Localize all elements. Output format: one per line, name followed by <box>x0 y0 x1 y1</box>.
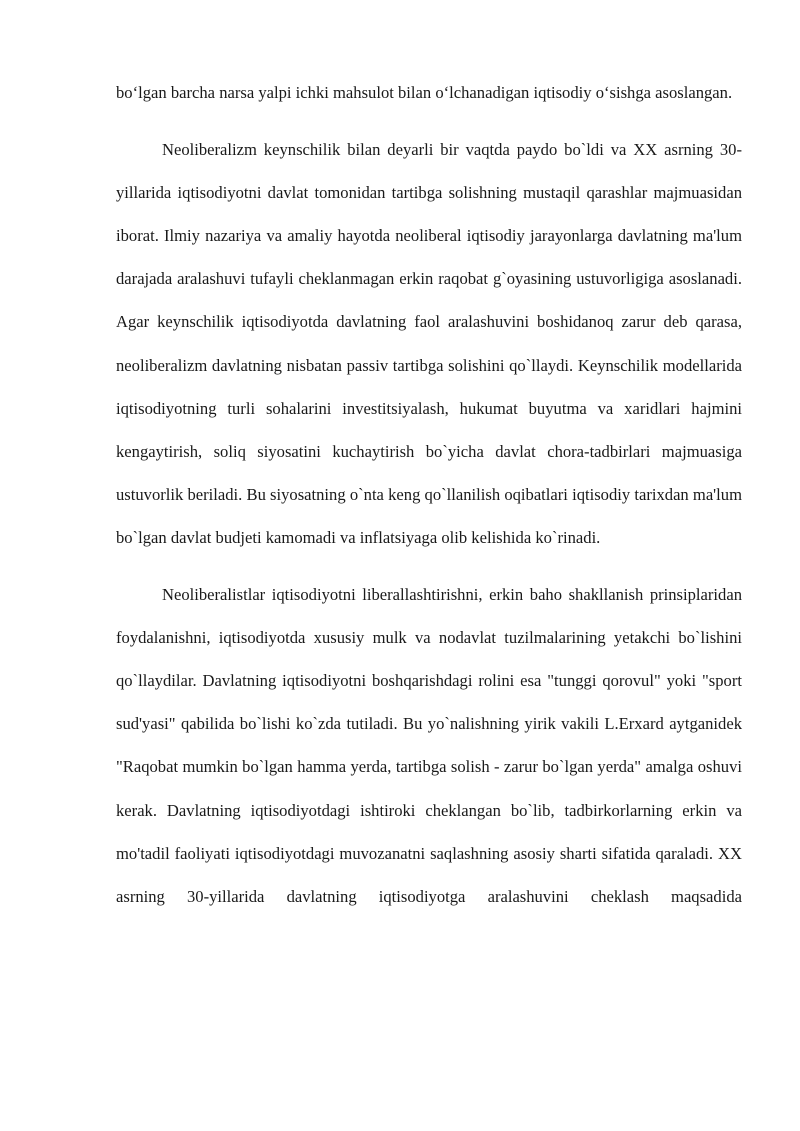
paragraph-neoliberalism-intro: Neoliberalizm keynschilik bilan deyarli bir vaqtda paydo bo`ldi va XX asrning 30- yillarida iqtisodiyotni davlat tomonidan tartibga solishning mustaqil qarashlar majmuasidan iborat. Ilmiy nazariya va amaliy hayotda neoliberal iqtisodiy jarayonlarga davlatning ma'lum darajada aralashuvi tufayli cheklanmagan erkin raqobat g`oyasining ustuvorligiga asoslanadi. Agar keynschilik iqtisodiyotda davlatning faol aralashuvini boshidanoq zarur deb qarasa, neoliberalizm davlatning nisbatan passiv tartibga solishini qo`llaydi. Keynschilik modellarida iqtisodiyotning turli sohalarini investitsiyalash, hukumat buyutma va xaridlari hajmini kengaytirish, soliq siyosatini kuchaytirish bo`yicha davlat chora-tadbirlari majmuasiga ustuvorlik beriladi. Bu siyosatning o`nta keng qo`llanilish oqibatlari iqtisodiy tarixdan ma'lum bo`lgan davlat budjeti kamomadi va inflatsiyaga olib kelishida ko`rinadi. <box>116 140 742 547</box>
body-text <box>116 71 742 918</box>
paragraph-neoliberalists: Neoliberalistlar iqtisodiyotni liberallashtirishni, erkin baho shakllanish prinsiplaridan foydalanishni, iqtisodiyotda xususiy mulk va nodavlat tuzilmalarining yetakchi bo`lishini qo`llaydilar. Davlatning iqtisodiyotni boshqarishdagi rolini esa "tunggi qorovul" yoki "sport sud'yasi" qabilida bo`lishi ko`zda tutiladi. Bu yo`nalishning yirik vakili L.Erxard aytganidek "Raqobat mumkin bo`lgan hamma yerda, tartibga solish - zarur bo`lgan yerda" amalga oshuvi kerak. Davlatning iqtisodiyotdagi ishtiroki cheklangan bo`lib, tadbirkorlarning erkin va mo'tadil faoliyati iqtisodiyotdagi muvozanatni saqlashning asosiy sharti sifatida qaraladi. XX asrning 30-yillarida davlatning iqtisodiyotga aralashuvini cheklash maqsadida <box>116 585 742 906</box>
paragraph-continuation: bo‘lgan barcha narsa yalpi ichki mahsulot bilan o‘lchanadigan iqtisodiy o‘sishga asoslangan. <box>116 83 733 102</box>
